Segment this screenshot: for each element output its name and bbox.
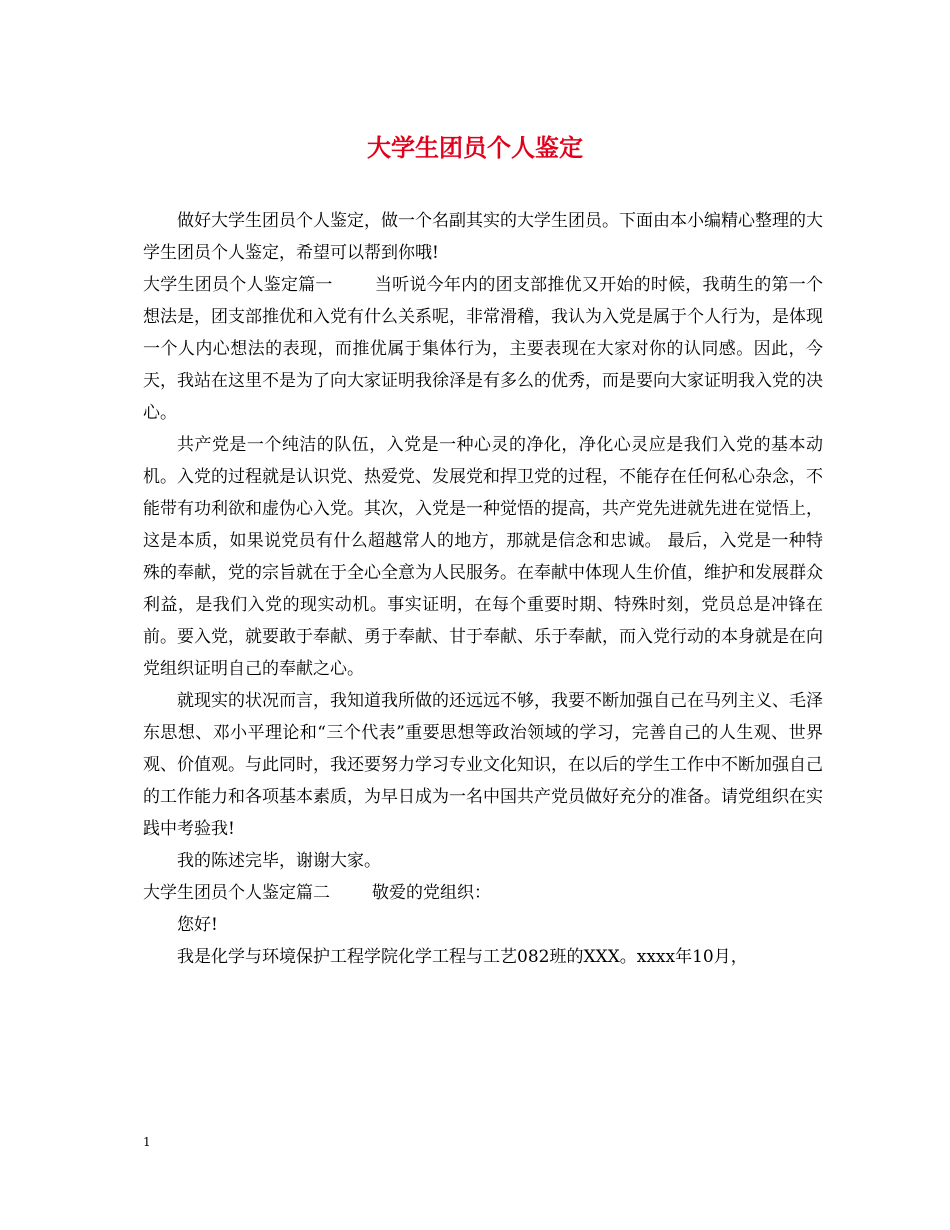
- page-number: 1: [143, 1135, 151, 1149]
- paragraph-text: 做好大学生团员个人鉴定，做一个名副其实的大学生团员。下面由本小编精心整理的大学生团员个人鉴定，希望可以帮到你哦!: [143, 211, 823, 263]
- paragraph-party-purity: [143, 429, 823, 685]
- paragraph-closing: [143, 845, 823, 877]
- paragraph-text: 就现实的状况而言，我知道我所做的还远远不够，我要不断加强自己在马列主义、毛泽东思想、邓小平理论和“三个代表”重要思想等政治领域的学习，完善自己的人生观、世界观、价值观。与此同时，我还要努力学习专业文化知识，在以后的学生工作中不断加强自己的工作能力和各项基本素质，为早日成为一名中国共产党员做好充分的准备。请党组织在实践中考验我!: [143, 691, 823, 839]
- paragraph-text: 我是化学与环境保护工程学院化学工程与工艺082班的XXX。xxxx年10月，: [177, 947, 748, 967]
- paragraph-text: 我的陈述完毕，谢谢大家。: [177, 851, 381, 871]
- document-body: [143, 205, 823, 973]
- paragraph-text: 当听说今年内的团支部推优又开始的时候，我萌生的第一个想法是，团支部推优和入党有什么关系呢，非常滑稽，我认为入党是属于个人行为，是体现一个人内心想法的表现，而推优属于集体行为，主要表现在大家对你的认同感。因此，今天，我站在这里不是为了向大家证明我徐泽是有多么的优秀，而是要向大家证明我入党的决心。: [143, 275, 824, 423]
- paragraph-reality: [143, 685, 823, 845]
- paragraph-section-two-heading: [143, 877, 823, 909]
- paragraph-intro: [143, 205, 823, 269]
- document-title: 大学生团员个人鉴定: [367, 133, 583, 162]
- paragraph-text: 敬爱的党组织：: [372, 883, 491, 903]
- paragraph-text: 您好!: [177, 915, 218, 935]
- paragraph-greeting: [143, 909, 823, 941]
- paragraph-section-one-heading: [143, 269, 823, 429]
- paragraph-text: 共产党是一个纯洁的队伍，入党是一种心灵的净化，净化心灵应是我们入党的基本动机。入党的过程就是认识党、热爱党、发展党和捍卫党的过程，不能存在任何私心杂念，不能带有功利欲和虚伪心入党。其次，入党是一种觉悟的提高，共产党先进就先进在觉悟上，这是本质，如果说党员有什么超越常人的地方，那就是信念和忠诚。 最后，入党是一种特殊的奉献，党的宗旨就在于全心全意为人民服务。在奉献中体现人生价值，维护和发展群众利益，是我们入党的现实动机。事实证明，在每个重要时期、特殊时刻，党员总是冲锋在前。要入党，就要敢于奉献、勇于奉献、甘于奉献、乐于奉献，而入党行动的本身就是在向党组织证明自己的奉献之心。: [143, 435, 823, 679]
- section-heading: 大学生团员个人鉴定篇二: [143, 883, 330, 903]
- paragraph-self-intro: [143, 941, 823, 973]
- section-heading: 大学生团员个人鉴定篇一: [143, 275, 333, 295]
